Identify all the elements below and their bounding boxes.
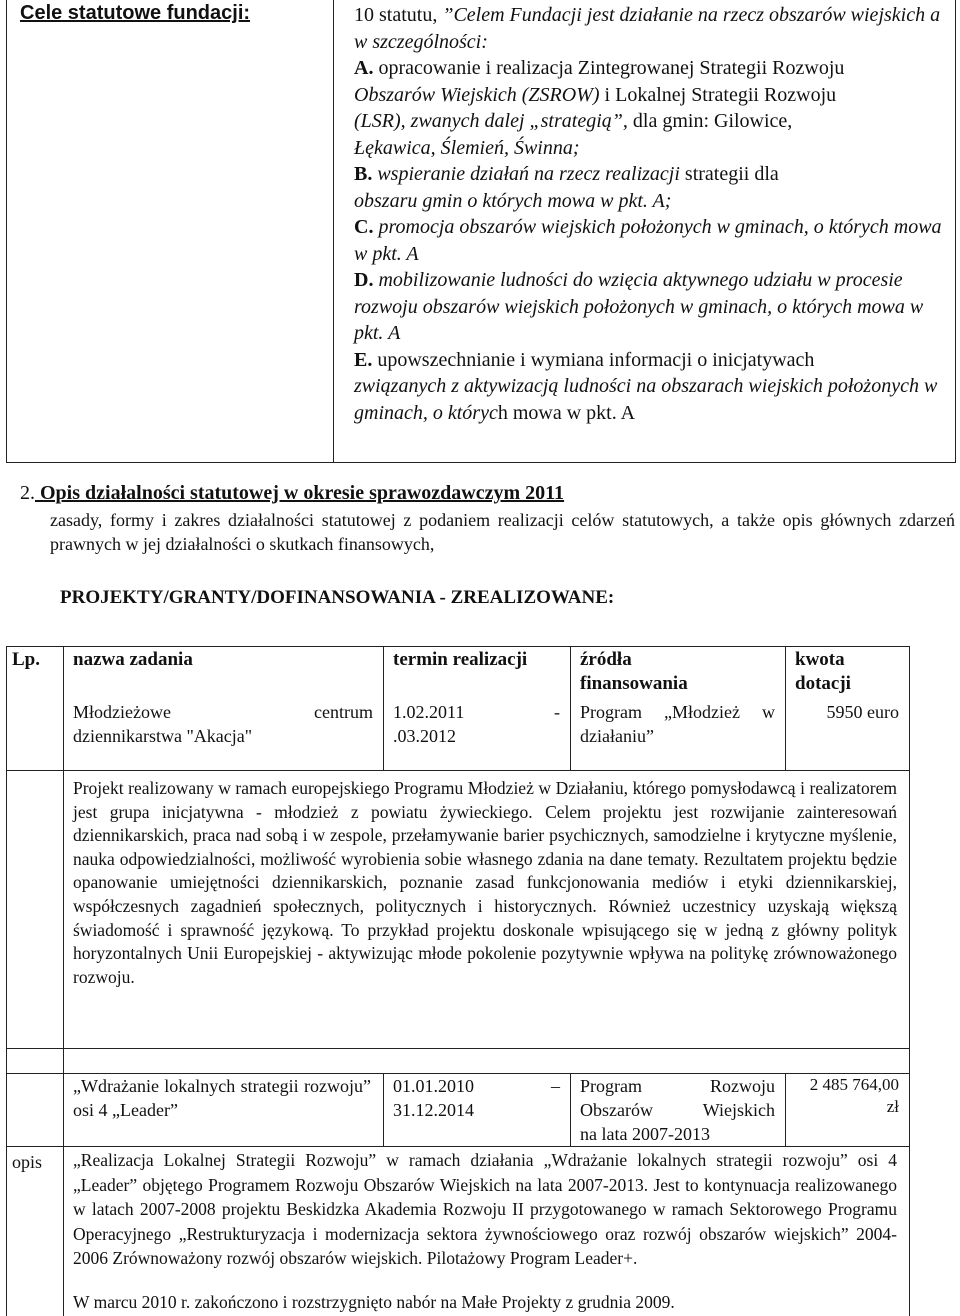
col-divider	[785, 646, 786, 770]
header-term: termin realizacji	[393, 649, 528, 670]
project2-name: „Wdrażanie lokalnych strategii rozwoju” osi 4 „Leader”	[73, 1076, 371, 1120]
project1-description: Projekt realizowany w ramach europejskiego Programu Młodzież w Działaniu, którego pomysłodawcą i realizatorem jest grupa inicjatywna - młodzież z powiatu żywieckiego. Celem projektu jest rozwijanie zainteresowań dziennikarskich, praca nad sobą i w zespole, przełamywanie barier psychicznych, samodzielne i krytyczne myślenie, nauka odpowiedzialności, możliwość wyrobienia sobie własnego zdania na dane tematy. Rezultatem projektu będzie opanowanie umiejętności dziennikarskich, poznanie zasad funkcjonowania mediów i etyki dziennikarskiej, współczesnych zagadnień społecznych, politycznych i historycznych. Również uczestnicy uzyskają większą świadomość i sprawność językową. To przykład projektu doskonale wpisującego się w jedną z główny polityk horyzontalnych Unii Europejskiej - aktywizując młode pokolenie pozytywnie wpływa na politykę zrównoważonego rozwoju.	[73, 778, 897, 987]
col-divider	[785, 1073, 786, 1146]
table-border	[6, 770, 910, 771]
project1-name: Młodzieżowe centrum dziennikarstwa "Akacja"	[73, 702, 373, 746]
project2-term: 01.01.2010 – 31.12.2014	[393, 1076, 560, 1120]
header-amount: kwota dotacji	[795, 649, 851, 694]
header-lp: Lp.	[12, 649, 40, 670]
section2-description: zasady, formy i zakres działalności statutowej z podaniem realizacji celów statutowych, a także opis głównych zdarzeń prawnych w jej działalności o skutkach finansowych,	[50, 510, 955, 554]
col-divider	[570, 646, 571, 770]
projects-heading: PROJEKTY/GRANTY/DOFINANSOWANIA - ZREALIZOWANE:	[60, 587, 615, 608]
project2-source: Program Rozwoju Obszarów Wiejskich na lata 2007-2013	[580, 1076, 775, 1144]
project1-amount: 5950 euro	[826, 702, 899, 722]
project2-last-line: W marcu 2010 r. zakończono i rozstrzygnięto nabór na Małe Projekty z grudnia 2009.	[73, 1292, 675, 1312]
section2-heading: 2. Opis działalności statutowej w okresie sprawozdawczym 2011	[20, 482, 565, 504]
project1-source: Program „Młodzież w działaniu”	[580, 702, 775, 746]
goal-e: E. upowszechnianie i wymiana informacji o inicjatywach związanych z aktywizacją ludności na obszarach wiejskich położonych w gminach, o których mowa w pkt. A	[354, 348, 938, 424]
project2-description: „Realizacja Lokalnej Strategii Rozwoju” w ramach działania „Wdrażanie lokalnych strategii rozwoju” osi 4 „Leader” objętego Programem Rozwoju Obszarów Wiejskich na lata 2007-2013. Jest to kontynuacja realizowanego w latach 2007-2008 projektu Beskidzka Akademia Rozwoju II przygotowanego w ramach Sektorowego Programu Operacyjnego „Restrukturyzacja i modernizacja sektora żywnościowego oraz rozwój obszarów wiejskich” 2004-2006 Zrównoważony rozwój obszarów wiejskich. Pilotażowy Program Leader+.	[73, 1150, 897, 1268]
goal-a: A. opracowanie i realizacja Zintegrowanej Strategii Rozwoju Obszarów Wiejskich (ZSROW) i Lokalnej Strategii Rozwoju (LSR), zwanych dalej „strategią”, dla gmin: Gilowice, Łękawica, Ślemień, Świnna;	[354, 57, 845, 159]
col-divider	[570, 1073, 571, 1146]
statute-table-divider	[333, 0, 334, 463]
goal-c: C. promocja obszarów wiejskich położonych w gminach, o których mowa w pkt. A	[354, 216, 942, 265]
table-border-top	[6, 646, 910, 647]
header-source: źródła finansowania	[580, 649, 688, 694]
goal-d: D. mobilizowanie ludności do wzięcia aktywnego udziału w procesie rozwoju obszarów wiejskich położonych w gminach, o których mowa w pkt. A	[354, 269, 924, 344]
project1-term: 1.02.2011 - .03.2012	[393, 702, 560, 746]
statute-label: Cele statutowe fundacji:	[20, 2, 251, 24]
header-name: nazwa zadania	[73, 649, 193, 670]
table-border	[6, 1048, 910, 1049]
col-divider	[383, 646, 384, 770]
goal-b: B. wspieranie działań na rzecz realizacji strategii dla obszaru gmin o których mowa w pkt. A;	[354, 163, 779, 212]
col-divider-lp	[63, 646, 64, 1316]
statute-intro: 10 statutu, ”Celem Fundacji jest działanie na rzecz obszarów wiejskich a w szczególności:	[354, 4, 941, 53]
table-border-left	[6, 646, 7, 1316]
project2-amount: 2 485 764,00 zł	[809, 1075, 899, 1116]
opis-label: opis	[12, 1152, 43, 1172]
statute-goals	[354, 2, 954, 426]
col-divider	[383, 1073, 384, 1146]
table-border-right	[909, 646, 910, 1316]
table-border	[6, 1146, 910, 1147]
